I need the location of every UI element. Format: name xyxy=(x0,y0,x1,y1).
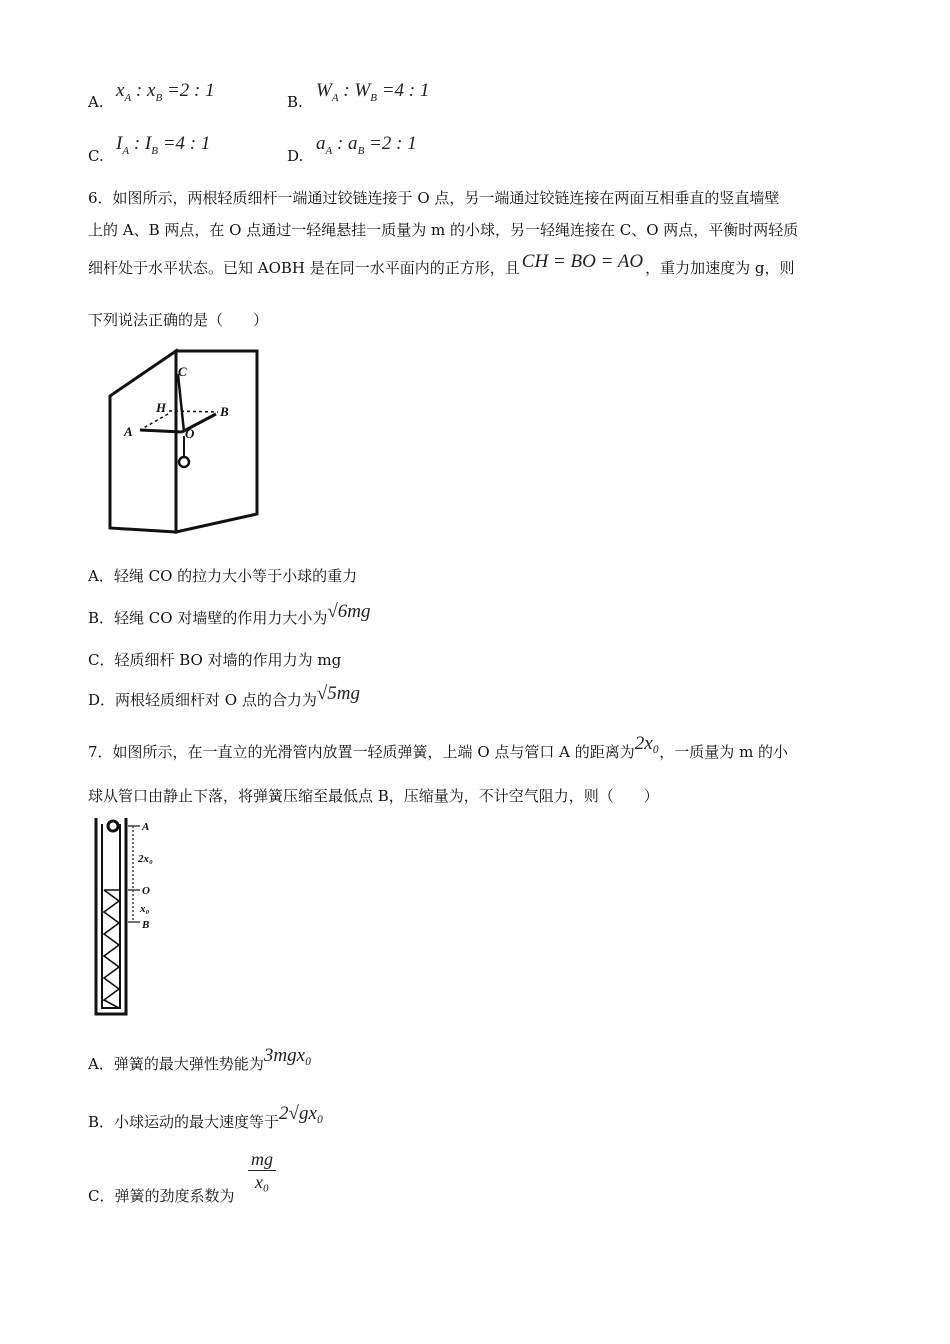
figure-label-2x0: 2x₀ xyxy=(138,853,153,865)
tube-outer xyxy=(96,818,126,1014)
q6-option-b-text: B．轻绳 CO 对墙壁的作用力大小为 xyxy=(88,609,328,627)
figure-label-a: A xyxy=(124,424,133,439)
q6-option-b-formula: √6mg xyxy=(327,601,371,622)
q5-option-d-formula: $a_A$ : $a_B =2$ : 1 xyxy=(316,133,417,157)
q6-option-d xyxy=(88,683,361,710)
q7-option-b-formula: 2√gx₀ xyxy=(279,1103,324,1124)
q7-stem-line-1-end: ，一质量为 m 的小 xyxy=(659,743,789,761)
q5-option-a-formula: $x_A$ : $x_B =2$ : 1 xyxy=(116,80,215,104)
spring xyxy=(104,890,119,1008)
q7-option-b xyxy=(88,1103,324,1132)
q7-tube-figure xyxy=(86,810,176,1026)
q6-option-d-text: D．两根轻质细杆对 O 点的合力为 xyxy=(88,691,317,709)
q6-stem-line-2: 上的 A、B 两点，在 O 点通过一轻绳悬挂一质量为 m 的小球，另一轻绳连接在 C、O 两点，平衡时两轻质 xyxy=(88,221,799,239)
figure-label-b: B xyxy=(142,919,150,931)
q6-stem-line-3 xyxy=(88,251,795,278)
figure-label-h: H xyxy=(156,400,167,415)
q5-option-d-label: D. xyxy=(287,147,304,165)
q5-option-c-label: C. xyxy=(88,147,104,165)
figure-label-o: O xyxy=(142,885,150,897)
figure-label-a: A xyxy=(142,821,150,833)
q7-option-c-fraction xyxy=(248,1148,276,1193)
rod-ao xyxy=(140,430,182,432)
q6-option-b xyxy=(88,601,371,628)
q6-stem-line-1: 6．如图所示，两根轻质细杆一端通过铰链连接于 O 点，另一端通过铰链连接在两面互相垂直的竖直墙壁 xyxy=(88,189,780,207)
q6-option-a: A．轻绳 CO 的拉力大小等于小球的重力 xyxy=(88,567,358,585)
q7-stem-line-1 xyxy=(88,733,789,762)
fraction-numerator: mg xyxy=(248,1148,276,1171)
q5-option-b-label: B. xyxy=(287,93,303,111)
q7-option-c-text: C．弹簧的劲度系数为 xyxy=(88,1187,235,1205)
figure-label-x0: x₀ xyxy=(140,903,150,915)
q6-stem-line-4: 下列说法正确的是（ ） xyxy=(88,311,269,329)
right-wall xyxy=(176,351,257,532)
q6-stem-line-3-text: 细杆处于水平状态。已知 AOBH 是在同一水平面内的正方形，且 xyxy=(88,259,520,277)
q7-stem-line-1-text: 7．如图所示，在一直立的光滑管内放置一轻质弹簧，上端 O 点与管口 A 的距离为 xyxy=(88,743,635,761)
figure-label-b: B xyxy=(220,404,229,419)
left-wall xyxy=(110,351,176,532)
q7-distance-formula: 2x₀ xyxy=(634,733,660,754)
q6-stem-line-3-end: ，重力加速度为 g，则 xyxy=(645,259,795,277)
rope-co xyxy=(178,374,184,432)
q6-option-c: C．轻质细杆 BO 对墙的作用力为 mg xyxy=(88,651,342,669)
q7-option-a-formula: 3mgx₀ xyxy=(263,1045,312,1066)
figure-label-c: C xyxy=(178,364,187,379)
figure-label-o: O xyxy=(185,426,195,441)
q7-option-a-text: A．弹簧的最大弹性势能为 xyxy=(88,1055,264,1073)
q5-option-a-label: A. xyxy=(88,93,104,111)
q7-option-a xyxy=(88,1045,312,1074)
ball xyxy=(179,457,189,467)
dashed-hb xyxy=(169,411,218,412)
q5-option-b-formula: $W_A$ : $W_B =4$ : 1 xyxy=(316,80,430,104)
q6-option-d-formula: √5mg xyxy=(316,683,361,704)
q6-condition-formula: CH = BO = AO xyxy=(521,251,644,272)
tube-inner xyxy=(102,824,120,1008)
q7-option-b-text: B．小球运动的最大速度等于 xyxy=(88,1113,280,1131)
dashed-ha xyxy=(140,414,168,430)
q5-option-c-formula: $I_A$ : $I_B =4$ : 1 xyxy=(116,133,211,157)
q6-wall-figure xyxy=(86,336,286,540)
q7-stem-line-2: 球从管口由静止下落，将弹簧压缩至最低点 B，压缩量为，不计空气阻力，则（ ） xyxy=(88,787,659,805)
ball xyxy=(108,821,118,831)
fraction-denominator: x₀ xyxy=(254,1172,270,1192)
